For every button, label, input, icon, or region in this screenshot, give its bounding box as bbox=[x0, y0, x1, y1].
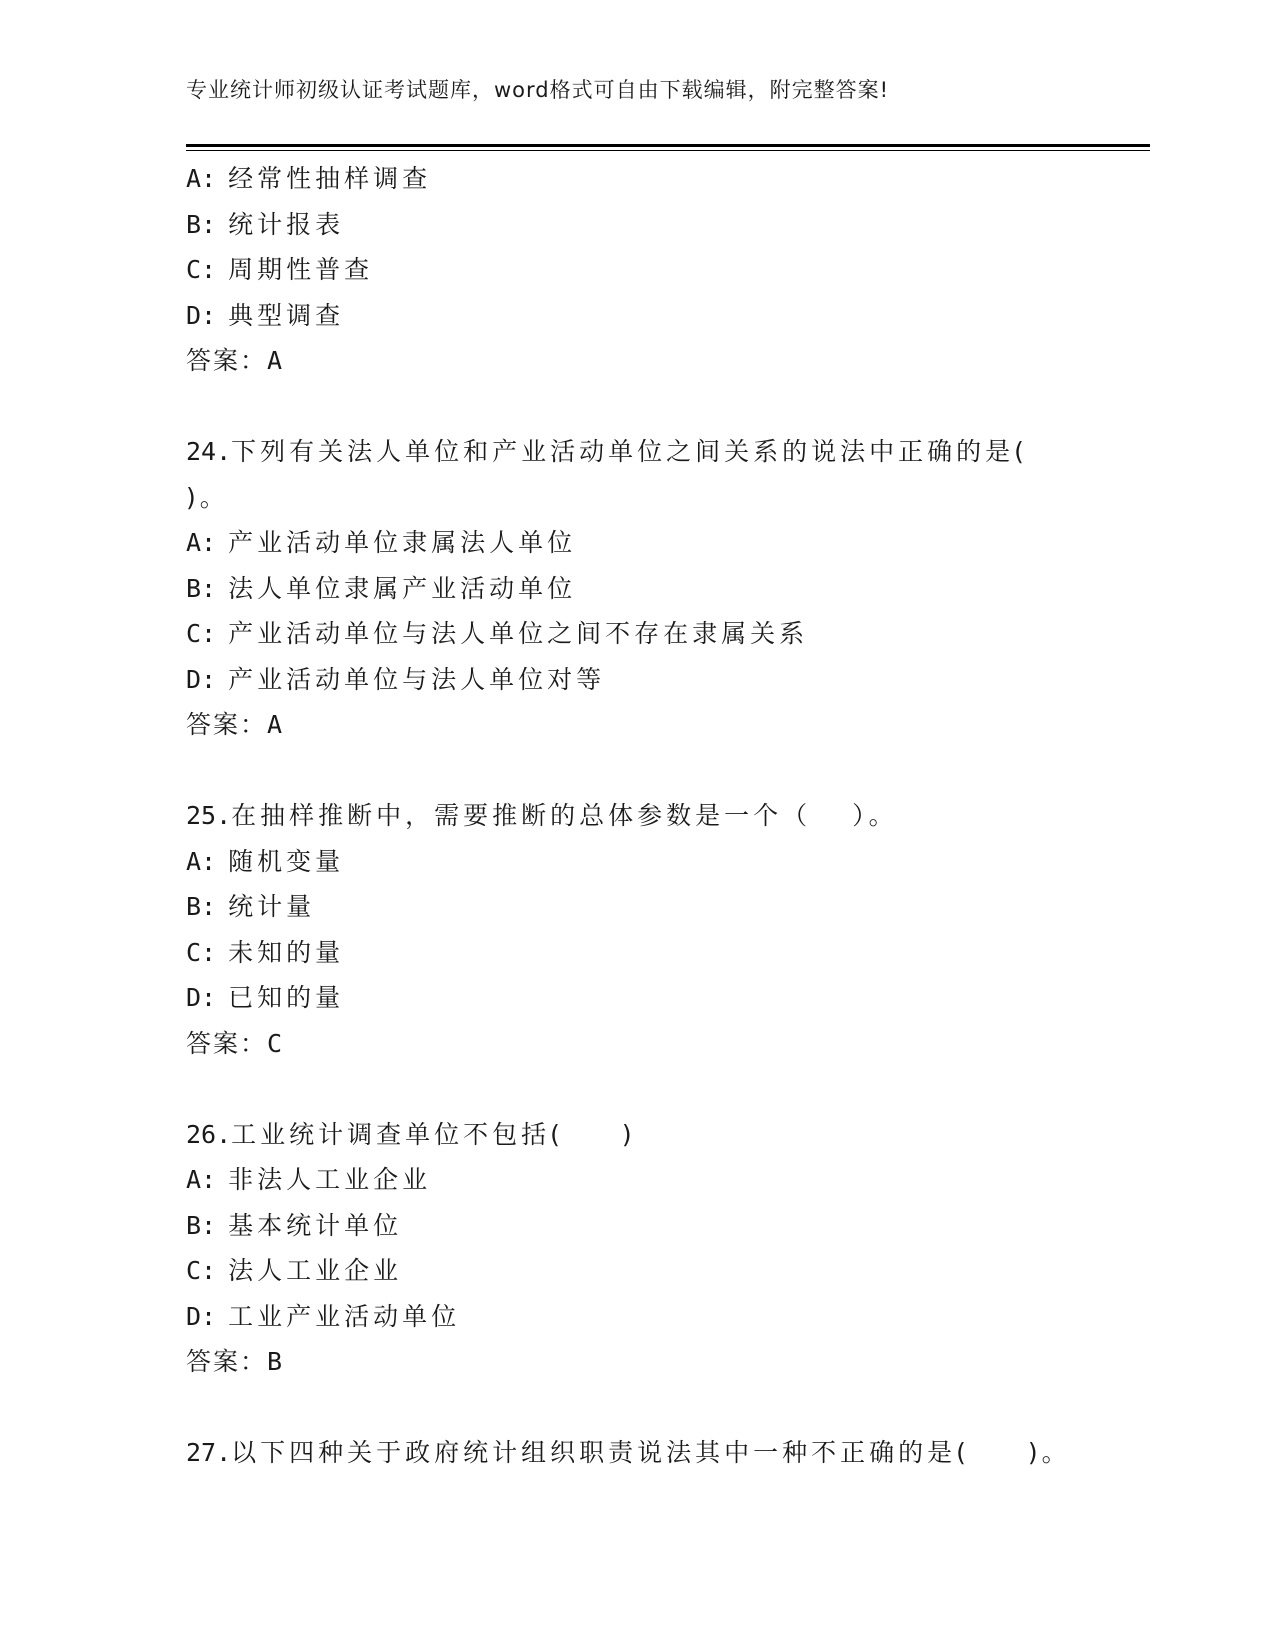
question-25 bbox=[186, 793, 1150, 1066]
spacer bbox=[186, 748, 1150, 794]
header-rule-thin bbox=[186, 150, 1150, 151]
option-c bbox=[186, 247, 1150, 293]
option-text: 产业活动单位与法人单位对等 bbox=[228, 664, 606, 694]
question-number: 25. bbox=[186, 801, 232, 830]
option-c bbox=[186, 1248, 1150, 1294]
option-text: 经常性抽样调查 bbox=[228, 164, 432, 193]
option-key: B: bbox=[186, 892, 217, 921]
question-27 bbox=[186, 1430, 1150, 1476]
answer-label: 答案： bbox=[186, 710, 268, 739]
option-text: 统计报表 bbox=[228, 209, 345, 239]
answer-value: A bbox=[267, 346, 284, 375]
answer-value: A bbox=[267, 710, 284, 739]
question-text bbox=[186, 793, 1150, 839]
option-key: B: bbox=[186, 209, 217, 239]
question-list bbox=[186, 156, 1150, 1476]
option-c bbox=[186, 930, 1150, 976]
spacer bbox=[186, 384, 1150, 430]
option-key: A: bbox=[186, 846, 217, 876]
option-a bbox=[186, 156, 1150, 202]
option-d bbox=[186, 293, 1150, 339]
question-stem: 工业统计调查单位不包括( ) bbox=[231, 1119, 636, 1149]
option-key: A: bbox=[186, 1165, 217, 1194]
option-b bbox=[186, 202, 1150, 248]
option-key: A: bbox=[186, 528, 217, 557]
question-number: 26. bbox=[186, 1119, 232, 1149]
answer-label: 答案： bbox=[186, 1028, 268, 1058]
answer-value: B bbox=[267, 1347, 284, 1376]
option-key: C: bbox=[186, 619, 217, 648]
header-rule-thick bbox=[186, 144, 1150, 147]
answer-label: 答案： bbox=[186, 1347, 268, 1376]
question-number: 24. bbox=[186, 437, 232, 466]
answer-value: C bbox=[267, 1028, 284, 1058]
spacer bbox=[186, 1066, 1150, 1112]
question-stem: 以下四种关于政府统计组织职责说法其中一种不正确的是( )。 bbox=[231, 1438, 1071, 1467]
option-a bbox=[186, 520, 1150, 566]
option-key: D: bbox=[186, 983, 217, 1012]
option-text: 法人单位隶属产业活动单位 bbox=[228, 573, 577, 603]
option-text: 典型调查 bbox=[228, 300, 345, 330]
answer-line bbox=[186, 1339, 1150, 1385]
option-b bbox=[186, 884, 1150, 930]
option-text: 产业活动单位与法人单位之间不存在隶属关系 bbox=[228, 619, 809, 648]
answer-line bbox=[186, 338, 1150, 384]
option-key: C: bbox=[186, 937, 217, 967]
option-key: B: bbox=[186, 1210, 217, 1240]
option-key: C: bbox=[186, 255, 217, 284]
question-23-continued bbox=[186, 156, 1150, 384]
option-key: A: bbox=[186, 164, 217, 193]
option-text: 非法人工业企业 bbox=[228, 1165, 432, 1194]
option-text: 基本统计单位 bbox=[228, 1210, 403, 1240]
answer-line bbox=[186, 1021, 1150, 1067]
option-key: B: bbox=[186, 573, 217, 603]
question-text bbox=[186, 429, 1150, 475]
option-b bbox=[186, 1203, 1150, 1249]
option-d bbox=[186, 1294, 1150, 1340]
option-a bbox=[186, 839, 1150, 885]
option-b bbox=[186, 566, 1150, 612]
option-text: 统计量 bbox=[228, 892, 316, 921]
option-key: C: bbox=[186, 1256, 217, 1285]
option-key: D: bbox=[186, 300, 217, 330]
option-a bbox=[186, 1157, 1150, 1203]
question-text bbox=[186, 1112, 1150, 1158]
option-d bbox=[186, 657, 1150, 703]
question-24 bbox=[186, 429, 1150, 748]
option-key: D: bbox=[186, 664, 217, 694]
question-stem-line1: 下列有关法人单位和产业活动单位之间关系的说法中正确的是( bbox=[231, 437, 1028, 466]
option-c bbox=[186, 611, 1150, 657]
option-d bbox=[186, 975, 1150, 1021]
answer-label: 答案： bbox=[186, 346, 268, 375]
option-text: 已知的量 bbox=[228, 983, 345, 1012]
spacer bbox=[186, 1385, 1150, 1431]
question-26 bbox=[186, 1112, 1150, 1385]
option-text: 随机变量 bbox=[228, 846, 345, 876]
question-text bbox=[186, 1430, 1150, 1476]
option-text: 未知的量 bbox=[228, 937, 345, 967]
page-header: 专业统计师初级认证考试题库，word格式可自由下载编辑，附完整答案! bbox=[186, 78, 890, 102]
option-key: D: bbox=[186, 1301, 217, 1331]
question-number: 27. bbox=[186, 1438, 232, 1467]
question-stem: 在抽样推断中，需要推断的总体参数是一个（ ）。 bbox=[231, 801, 898, 830]
option-text: 周期性普查 bbox=[228, 255, 374, 284]
question-text-continued: )。 bbox=[186, 482, 229, 512]
option-text: 产业活动单位隶属法人单位 bbox=[228, 528, 577, 557]
answer-line bbox=[186, 702, 1150, 748]
option-text: 法人工业企业 bbox=[228, 1256, 403, 1285]
option-text: 工业产业活动单位 bbox=[228, 1301, 461, 1331]
